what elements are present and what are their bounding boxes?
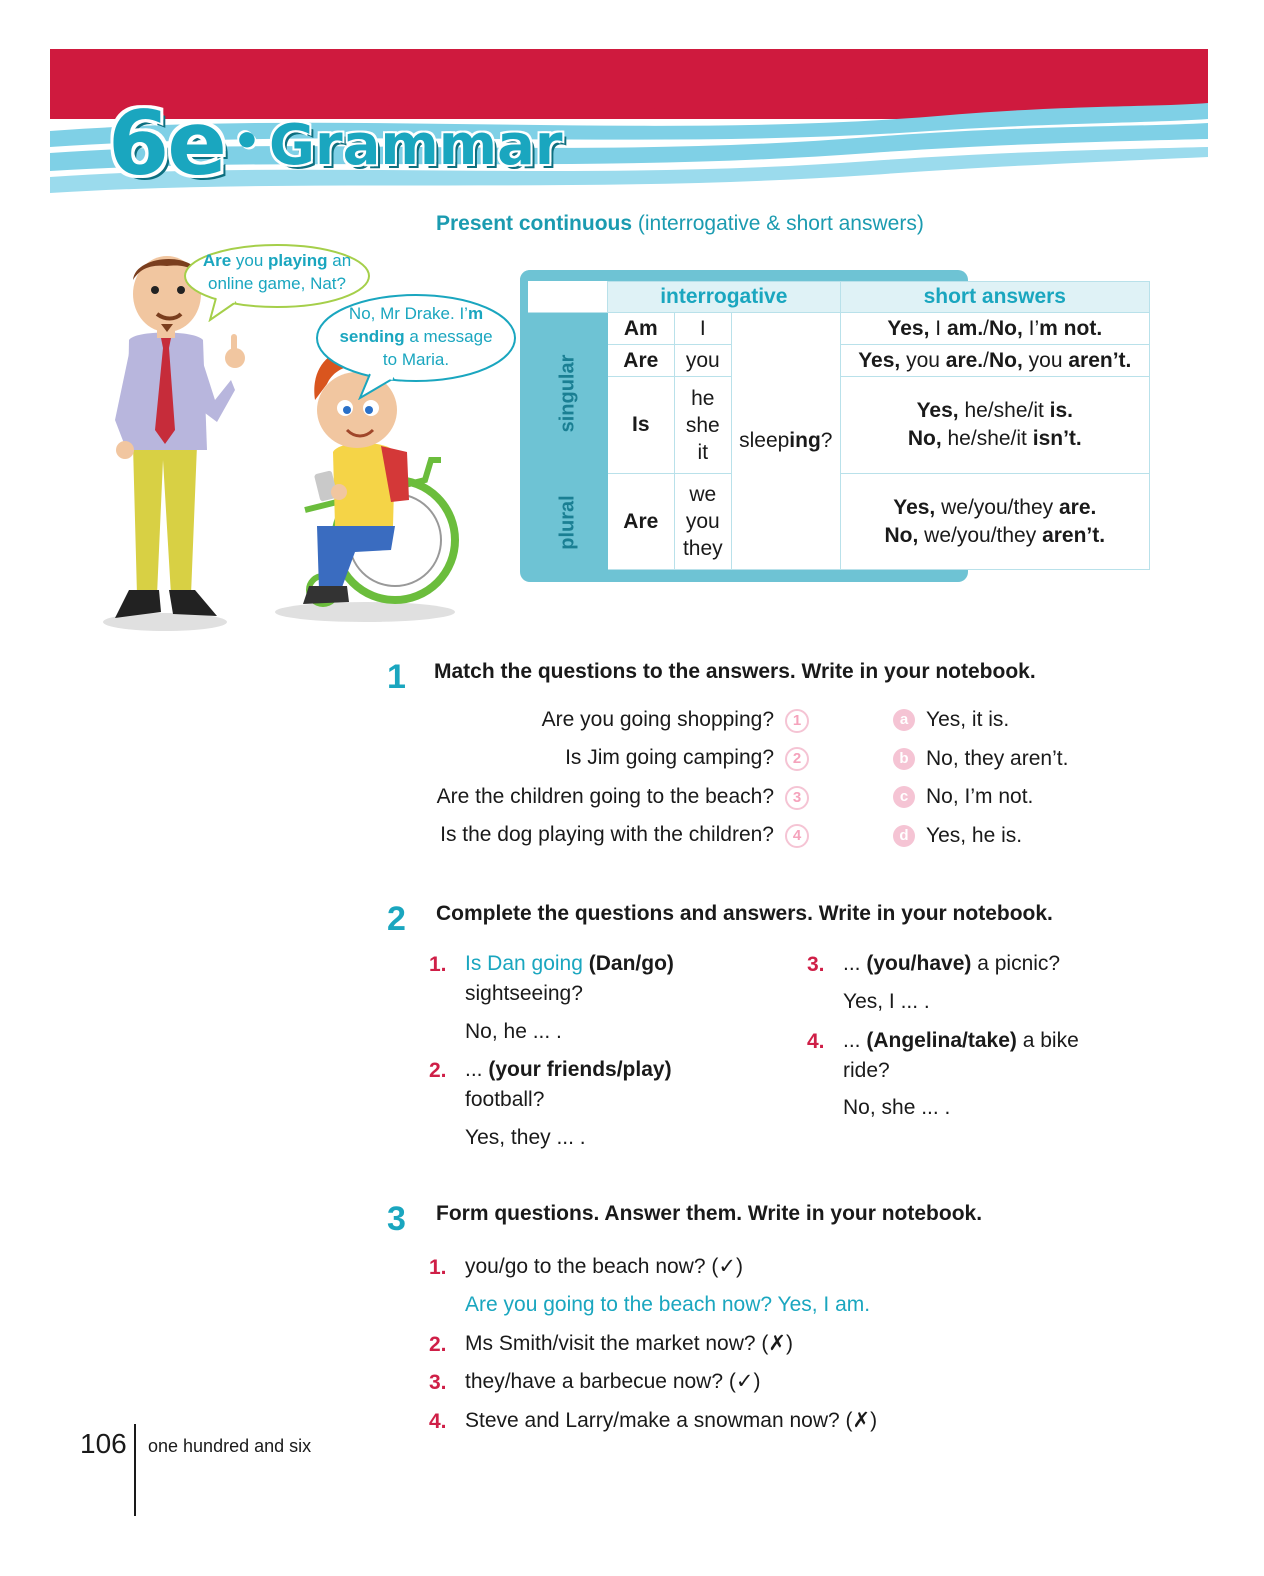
cell-pron: you	[674, 345, 731, 377]
ex1-answer: Yes, it is.	[926, 708, 1010, 731]
item-continuation: sightseeing?	[465, 982, 583, 1005]
boy-bubble-text	[326, 302, 506, 371]
ans-verb: are.	[945, 348, 984, 372]
boy-line1-bold: m	[467, 304, 484, 323]
pron: it	[697, 440, 709, 464]
boy-line1: No, Mr Drake. I’	[348, 304, 468, 323]
ex2-item-number: 2.	[429, 1059, 447, 1082]
cell-q: Are	[607, 345, 674, 377]
pron: they	[682, 537, 723, 560]
cell-pron	[674, 474, 731, 570]
bubble-word-are: Are	[202, 251, 232, 270]
title-separator: •	[232, 116, 262, 167]
example-answer: Is Dan going	[465, 952, 583, 975]
grammar-table	[528, 281, 1150, 570]
subtitle-bold: Present continuous	[436, 212, 633, 235]
page-number-words: one hundred and six	[148, 1436, 312, 1456]
ex1-letter-badge: b	[893, 748, 915, 770]
verb-qmark: ?	[820, 429, 833, 452]
unit-title	[108, 92, 563, 195]
ans-yes: Yes,	[887, 316, 930, 340]
bubble-word-playing: playing	[268, 251, 328, 270]
ex1-number-badge: 2	[785, 747, 809, 771]
ex1-letter-badge: d	[893, 825, 915, 847]
footer-divider	[134, 1424, 136, 1516]
boy-line2: a message	[404, 327, 493, 346]
pron: we	[689, 483, 717, 506]
side-plural	[529, 474, 608, 570]
verb-cue: (your friends/play)	[488, 1058, 672, 1081]
table-header-row	[529, 282, 1150, 313]
ex3-item-number: 2.	[429, 1333, 447, 1356]
item-continuation: a bike	[1016, 1029, 1079, 1052]
ex1-answer: No, I’m not.	[926, 785, 1034, 808]
ex2-item-3-answer: Yes, I ... .	[843, 990, 930, 1013]
bubble-line2: online game, Nat?	[208, 274, 346, 293]
ex3-item-text: they/have a barbecue now? (✓)	[465, 1370, 761, 1393]
ex3-item-text: you/go to the beach now? (✓)	[465, 1255, 743, 1278]
cell-answer	[840, 474, 1149, 570]
ans-no: No,	[907, 427, 942, 451]
ex1-question: Are the children going to the beach?	[436, 785, 774, 808]
verb-cue: (Dan/go)	[588, 952, 674, 975]
pron: you	[685, 510, 720, 533]
ex3-item-number: 4.	[429, 1410, 447, 1433]
ans-pron: we/you/they	[918, 523, 1043, 547]
ex2-item-2	[465, 1055, 785, 1115]
verb-cue: (you/have)	[866, 952, 972, 975]
blank: ...	[843, 1029, 861, 1052]
cell-q: Is	[607, 377, 674, 474]
pron: she	[685, 413, 720, 437]
ex1-question: Are you going shopping?	[541, 708, 774, 731]
header-interrogative: interrogative	[607, 282, 840, 313]
exercise-1-number: 1	[387, 658, 406, 696]
page-number: 106	[80, 1428, 127, 1459]
ex3-item-text: Ms Smith/visit the market now? (✗)	[465, 1332, 794, 1355]
corner-cell	[529, 282, 608, 313]
section-title: Grammar	[269, 113, 563, 178]
ans-yes: Yes,	[858, 348, 901, 372]
verb-ending: ing	[789, 429, 821, 452]
pron: he	[691, 386, 715, 410]
ex2-item-number: 1.	[429, 953, 447, 976]
ex1-number-badge: 1	[785, 709, 809, 733]
ans-verb: are.	[1059, 495, 1097, 519]
ans-pron: he/she/it	[958, 399, 1050, 423]
teacher-bubble-text	[188, 249, 366, 295]
cell-pron	[674, 377, 731, 474]
unit-number: 6e	[108, 92, 225, 195]
ans-no: No,	[989, 348, 1023, 372]
side-singular	[529, 313, 608, 474]
ans-pron: we/you/they	[935, 495, 1059, 519]
ans-verb: am.	[946, 316, 984, 340]
ex2-item-4	[843, 1026, 1143, 1086]
header-short-answers: short answers	[840, 282, 1149, 313]
label-plural: plural	[556, 494, 579, 550]
cell-q: Are	[607, 474, 674, 570]
cell-verb	[731, 313, 840, 570]
ex2-item-1-answer: No, he ... .	[465, 1020, 562, 1043]
ans-neg: aren’t.	[1068, 348, 1132, 372]
ans-yes: Yes,	[893, 495, 936, 519]
ans-slash: /	[983, 348, 989, 372]
cell-q: Am	[607, 313, 674, 345]
subtitle-rest: (interrogative & short answers)	[637, 212, 924, 235]
ex1-letter-badge: c	[893, 786, 915, 808]
ans-yes: Yes,	[916, 399, 959, 423]
exercise-3-number: 3	[387, 1200, 406, 1238]
ex1-answer: Yes, he is.	[926, 824, 1023, 847]
item-continuation: football?	[465, 1088, 545, 1111]
ans-pron: you	[1022, 348, 1069, 372]
ans-verb: is.	[1049, 399, 1074, 423]
ans-pron: I	[929, 316, 947, 340]
exercise-3-instruction: Form questions. Answer them. Write in your notebook.	[436, 1202, 983, 1225]
cell-answer	[840, 377, 1149, 474]
exercise-1-instruction: Match the questions to the answers. Write in your notebook.	[434, 660, 1036, 683]
ex3-example-answer: Are you going to the beach now? Yes, I am.	[465, 1293, 871, 1316]
ex2-item-4-answer: No, she ... .	[843, 1096, 951, 1119]
cell-pron: I	[674, 313, 731, 345]
ans-slash: /	[983, 316, 989, 340]
ex2-item-1	[465, 949, 785, 1009]
item-continuation: ride?	[843, 1059, 890, 1082]
ex1-answer: No, they aren’t.	[926, 747, 1069, 770]
ans-no: No,	[989, 316, 1023, 340]
ex1-number-badge: 4	[785, 824, 809, 848]
table-row	[529, 313, 1150, 345]
cell-answer	[840, 345, 1149, 377]
ex3-item-text: Steve and Larry/make a snowman now? (✗)	[465, 1409, 878, 1432]
cell-answer	[840, 313, 1149, 345]
ex2-item-number: 3.	[807, 953, 825, 976]
ex1-question: Is Jim going camping?	[565, 746, 774, 769]
ans-pron: he/she/it	[941, 427, 1033, 451]
verb-cue: (Angelina/take)	[866, 1029, 1017, 1052]
verb-main: sleep	[739, 429, 790, 452]
bubble-word-an: an	[327, 251, 352, 270]
blank: ...	[465, 1058, 483, 1081]
boy-line3: to Maria.	[382, 350, 450, 369]
item-continuation: a picnic?	[971, 952, 1061, 975]
exercise-2-instruction: Complete the questions and answers. Write in your notebook.	[436, 902, 1053, 925]
ans-neg: m not.	[1039, 316, 1103, 340]
ex1-question: Is the dog playing with the children?	[440, 823, 774, 846]
ex3-item-number: 1.	[429, 1256, 447, 1279]
ex2-item-2-answer: Yes, they ... .	[465, 1126, 586, 1149]
exercise-2-number: 2	[387, 900, 406, 938]
blank: ...	[843, 952, 861, 975]
ex2-item-number: 4.	[807, 1030, 825, 1053]
bubble-word-you: you	[231, 251, 269, 270]
ex1-number-badge: 3	[785, 786, 809, 810]
ans-neg: isn’t.	[1032, 427, 1082, 451]
label-singular: singular	[556, 354, 579, 433]
ex2-item-3	[843, 949, 1143, 979]
ex3-item-number: 3.	[429, 1371, 447, 1394]
ans-pron: you	[900, 348, 946, 372]
grammar-subtitle	[436, 212, 924, 236]
ans-no: No,	[884, 523, 919, 547]
ex1-letter-badge: a	[893, 709, 915, 731]
boy-line2-bold: sending	[339, 327, 405, 346]
ans-neg: aren’t.	[1042, 523, 1106, 547]
ans-pron: I’	[1022, 316, 1040, 340]
